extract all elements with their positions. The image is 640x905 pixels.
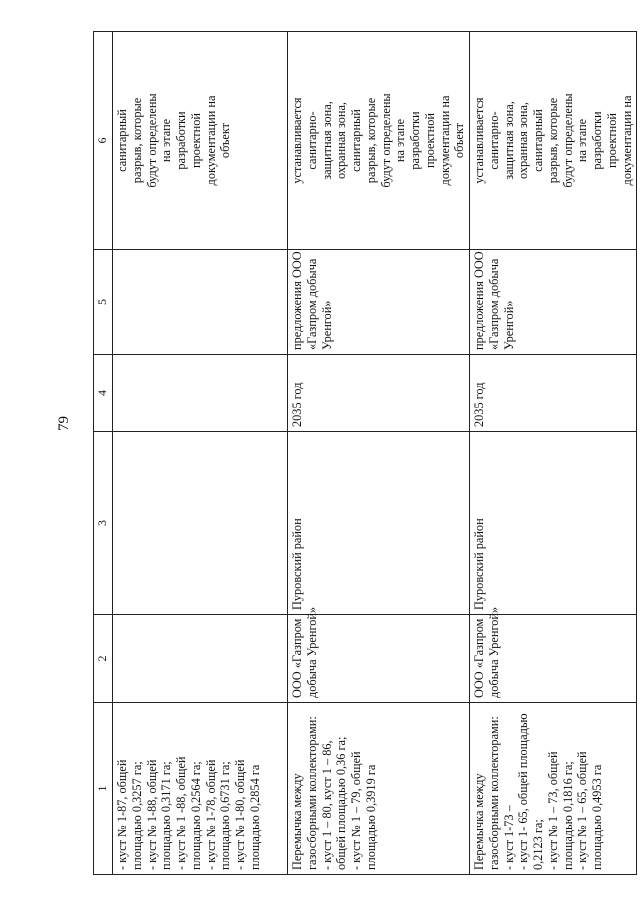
cell-text-line: предложения ООО [472, 251, 486, 350]
cell-year [113, 355, 288, 432]
cell-text-line: ООО «Газпром [290, 618, 304, 698]
cell-text-line: разрыв, которые [129, 97, 144, 184]
cell-year [470, 355, 637, 432]
cell-text-line: газосборными коллекторами: [304, 716, 319, 870]
column-number: 6 [94, 32, 113, 250]
cell-owner [288, 606, 470, 703]
cell-text-line: Перемычка между [290, 773, 304, 870]
cell-text-line: - куст № 1 -88, общей [174, 756, 188, 870]
cell-text-line: санитарно- [486, 111, 501, 170]
cell-text-line: - куст № 1-80, общей [233, 759, 247, 870]
column-number: 3 [94, 432, 113, 615]
cell-text-line: будут определены [560, 93, 575, 188]
cell-text-line: - куст 1 – 80, куст 1 – 86, [319, 740, 334, 870]
cell-text-line: Пуровский район [472, 518, 486, 610]
objects-table [93, 31, 637, 875]
cell-text-line: ООО «Газпром [472, 618, 486, 698]
cell-text-line: будут определены [144, 93, 159, 188]
cell-basis [288, 250, 470, 355]
cell-text-line: разработки [174, 111, 188, 170]
cell-text-line: - куст № 1 – 73, общей [545, 751, 560, 870]
cell-text-line: охранная зона, [334, 102, 349, 179]
cell-text-line: на этапе [393, 118, 408, 163]
table-row [288, 32, 470, 875]
cell-restrictions [470, 32, 637, 250]
cell-text-line: проектной [188, 113, 203, 168]
cell-text-line: - куст № 1-88, общей [144, 759, 159, 870]
cell-year [288, 355, 470, 432]
cell-text-line: 2035 год [290, 382, 304, 427]
cell-text-line: документации на [203, 95, 218, 186]
cell-restrictions [288, 32, 470, 250]
cell-basis [113, 250, 288, 355]
cell-text-line: защитная зона, [319, 101, 334, 180]
cell-owner [470, 606, 637, 703]
cell-text-line: санитарный [531, 109, 545, 172]
cell-location [470, 432, 637, 615]
table-row [470, 32, 637, 875]
column-number: 5 [94, 250, 113, 355]
cell-location [113, 432, 288, 615]
cell-text-line: разрыв, которые [363, 97, 378, 184]
cell-text-line: газосборными коллекторами: [486, 716, 501, 870]
cell-text-line: санитарный [349, 109, 363, 172]
cell-text-line: защитная зона, [501, 101, 516, 180]
cell-text-line: проектной [422, 113, 437, 168]
cell-text-line: - куст 1- 65, общей площадью [516, 713, 531, 870]
cell-text-line: на этапе [159, 118, 174, 163]
cell-text-line: документации на [619, 95, 634, 186]
cell-text-line: будут определены [378, 93, 393, 188]
cell-text-line: площадью 0,2564 га; [188, 761, 203, 870]
cell-object [288, 703, 470, 875]
cell-text-line: «Газпром добыча [486, 258, 501, 350]
cell-text-line: - куст № 1-87, общей [115, 759, 129, 870]
cell-text-line: Пуровский район [290, 518, 304, 610]
cell-object [113, 703, 288, 875]
cell-text-line: Перемычка между [472, 773, 486, 870]
cell-text-line: - куст № 1-78, общей [203, 759, 218, 870]
cell-text-line: - куст 1-73 – [501, 805, 516, 870]
cell-text-line: 0,2123 га; [531, 819, 545, 870]
cell-text-line: общей площадью 0,36 га; [334, 736, 349, 870]
cell-text-line: проектной [604, 113, 619, 168]
table-row [113, 32, 288, 875]
cell-owner [113, 615, 288, 703]
cell-text-line: предложения ООО [290, 251, 304, 350]
column-number: 1 [94, 703, 113, 875]
cell-text-line: площадью 0,1816 га; [560, 761, 575, 870]
cell-text-line: Уренгой» [319, 300, 334, 350]
cell-text-line: Уренгой» [501, 300, 516, 350]
cell-text-line: устанавливается [472, 97, 486, 184]
cell-text-line: площадью 0,3919 га [363, 764, 378, 870]
cell-text-line: «Газпром добыча [304, 258, 319, 350]
cell-text-line: разработки [408, 111, 422, 170]
column-number: 2 [94, 615, 113, 703]
cell-location [288, 432, 470, 615]
page-number: 79 [56, 416, 72, 431]
cell-text-line: добыча Уренгой» [304, 606, 319, 698]
cell-text-line: на этапе [575, 118, 590, 163]
cell-text-line: объект [452, 122, 467, 159]
cell-text-line: 2035 год [472, 382, 486, 427]
cell-text-line: санитарно- [304, 111, 319, 170]
column-number: 4 [94, 355, 113, 432]
cell-text-line: документации на [437, 95, 452, 186]
cell-object [470, 703, 637, 875]
cell-basis [470, 250, 637, 355]
cell-text-line: - куст № 1 – 65, общей [575, 751, 590, 870]
cell-text-line: площадью 0,4953 га [590, 764, 604, 870]
cell-text-line: устанавливается [290, 97, 304, 184]
cell-text-line: санитарный [115, 109, 129, 172]
cell-text-line: добыча Уренгой» [486, 606, 501, 698]
cell-text-line: охранная зона, [516, 102, 531, 179]
cell-text-line: разработки [590, 111, 604, 170]
cell-text-line: - куст № 1 – 79, общей [349, 751, 363, 870]
column-number-row [94, 32, 113, 875]
cell-text-line: объект [218, 122, 233, 159]
cell-text-line: площадью 0,3171 га; [159, 761, 174, 870]
cell-restrictions [113, 32, 288, 250]
cell-text-line: площадью 0,6731 га; [218, 761, 233, 870]
cell-text-line: разрыв, которые [545, 97, 560, 184]
cell-text-line: площадью 0,3257 га; [129, 761, 144, 870]
cell-text-line: площадью 0,2854 га [247, 764, 262, 870]
rotated-table-container [93, 32, 634, 875]
